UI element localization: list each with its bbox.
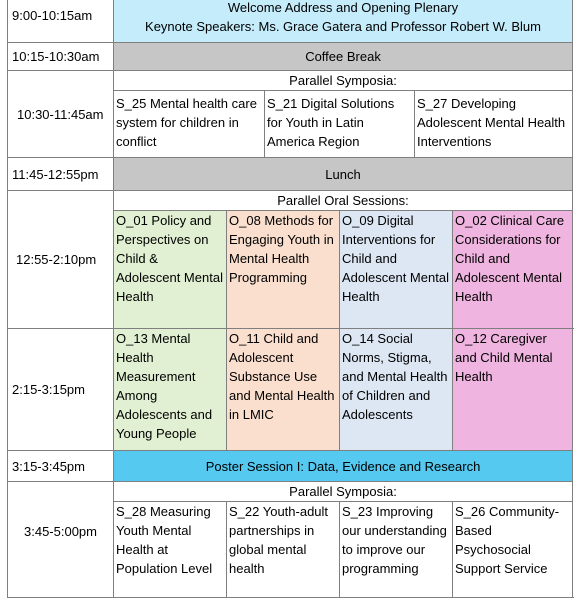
coffee-break: Coffee Break — [114, 43, 573, 71]
session-s23: S_23 Improving our understanding to improve our programming — [340, 502, 453, 598]
lunch: Lunch — [114, 158, 573, 191]
session-o01: O_01 Policy and Perspectives on Child & Adolescent Mental Health — [114, 211, 227, 329]
session-s25: S_25 Mental health care system for children in conflict — [114, 91, 265, 158]
plenary-session — [114, 0, 573, 43]
symposia1-header-row — [8, 71, 573, 91]
symposia1-time: 10:30-11:45am — [8, 71, 114, 158]
oral1-header-row — [8, 191, 573, 211]
session-o12: O_12 Caregiver and Child Mental Health — [453, 329, 573, 451]
schedule — [7, 0, 572, 598]
poster-session: Poster Session I: Data, Evidence and Research — [114, 451, 573, 482]
session-o13: O_13 Mental Health Measurement Among Adolescents and Young People — [114, 329, 227, 451]
session-s27: S_27 Developing Adolescent Mental Health Interventions — [415, 91, 573, 158]
session-o11: O_11 Child and Adolescent Substance Use and Mental Health in LMIC — [227, 329, 340, 451]
poster-row — [8, 451, 573, 482]
symposia2-header: Parallel Symposia: — [114, 482, 573, 502]
poster-time: 3:15-3:45pm — [8, 451, 114, 482]
coffee-time: 10:15-10:30am — [8, 43, 114, 71]
session-s26: S_26 Community-Based Psychosocial Support Service — [453, 502, 573, 598]
symposia1-header: Parallel Symposia: — [114, 71, 573, 91]
oral1-time: 12:55-2:10pm — [8, 191, 114, 329]
coffee-row — [8, 43, 573, 71]
oral2-time: 2:15-3:15pm — [8, 329, 114, 451]
plenary-title: Welcome Address and Opening Plenary — [227, 0, 459, 15]
session-s21: S_21 Digital Solutions for Youth in Latin America Region — [265, 91, 415, 158]
lunch-time: 11:45-12:55pm — [8, 158, 114, 191]
plenary-time: 9:00-10:15am — [8, 0, 114, 43]
symposia2-header-row — [8, 482, 573, 502]
lunch-row — [8, 158, 573, 191]
symposia2-time: 3:45-5:00pm — [8, 482, 114, 598]
oral1-header: Parallel Oral Sessions: — [114, 191, 573, 211]
session-s28: S_28 Measuring Youth Mental Health at Population Level — [114, 502, 227, 598]
plenary-row — [8, 0, 573, 43]
session-o08: O_08 Methods for Engaging Youth in Mental Health Programming — [227, 211, 340, 329]
oral2-row — [8, 329, 573, 451]
session-s22: S_22 Youth-adult partnerships in global mental health — [227, 502, 340, 598]
session-o09: O_09 Digital Interventions for Child and Adolescent Mental Health — [340, 211, 453, 329]
session-o14: O_14 Social Norms, Stigma, and Mental Health of Children and Adolescents — [340, 329, 453, 451]
session-o02: O_02 Clinical Care Considerations for Child and Adolescent Mental Health — [453, 211, 573, 329]
schedule-table — [7, 0, 573, 598]
keynote-speakers: Keynote Speakers: Ms. Grace Gatera and Professor Robert W. Blum — [145, 19, 541, 34]
